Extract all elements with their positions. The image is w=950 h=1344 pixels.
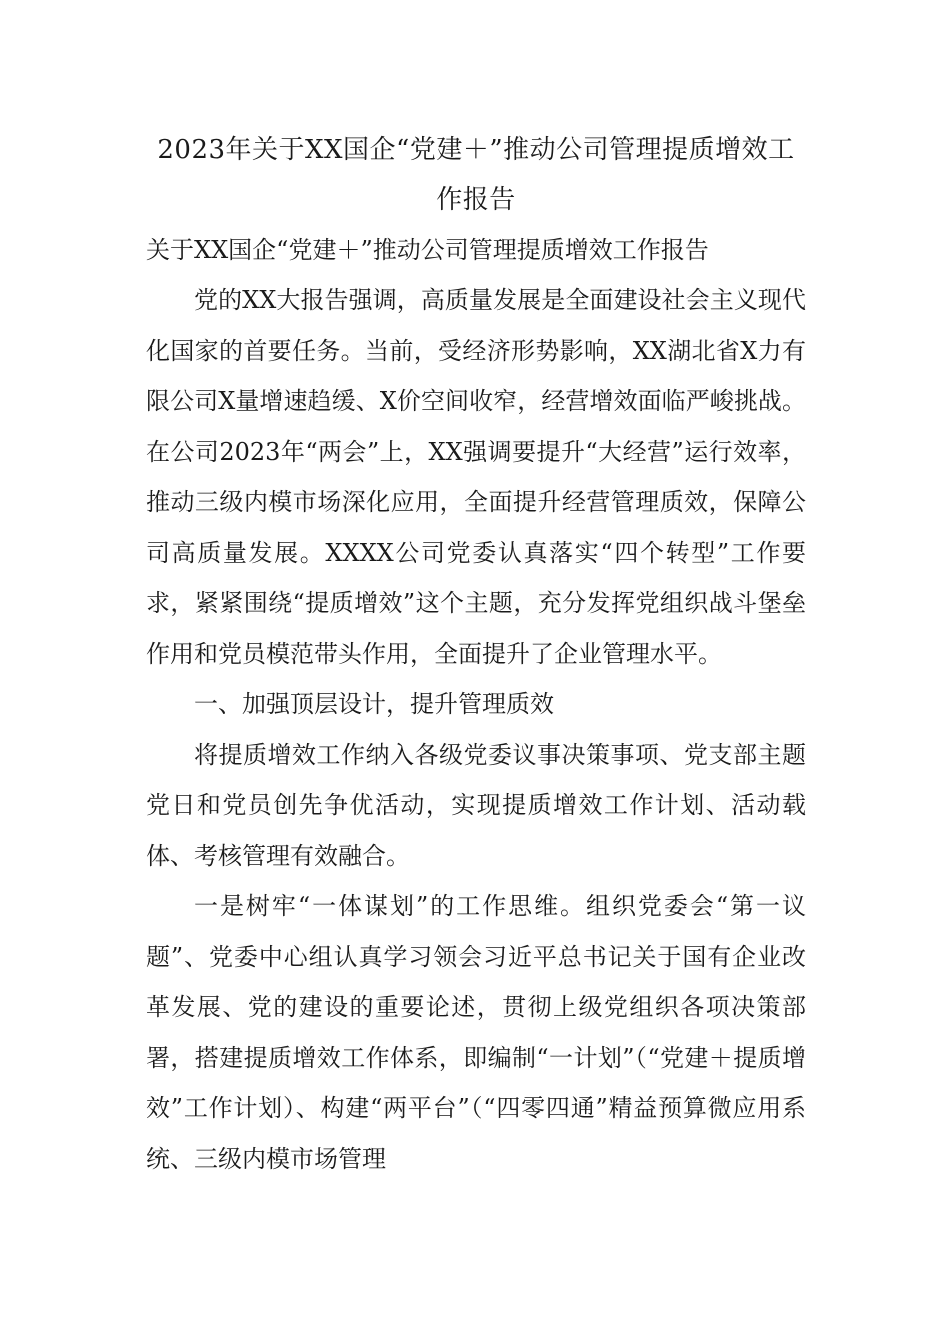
title-line-1: 2023年关于XX国企“党建＋”推动公司管理提质增效工	[157, 135, 795, 165]
section-heading-1: 一、加强顶层设计，提升管理质效	[194, 690, 554, 718]
document-title	[146, 125, 806, 225]
document-subtitle: 关于XX国企“党建＋”推动公司管理提质增效工作报告	[146, 236, 709, 264]
paragraph-point-1: 一是树牢“一体谋划”的工作思维。组织党委会“第一议题”、党委中心组认真学习领会习近平总书记关于国有企业改革发展、党的建设的重要论述，贯彻上级党组织各项决策部署，搭建提质增效工作体系，即编制“一计划”（“党建＋提质增效”工作计划）、构建“两平台”（“四零四通”精益预算微应用系统、三级内模市场管理	[146, 892, 806, 1173]
paragraph-section-1-summary: 将提质增效工作纳入各级党委议事决策事项、党支部主题党日和党员创先争优活动，实现提质增效工作计划、活动载体、考核管理有效融合。	[146, 740, 806, 870]
paragraph-intro: 党的XX大报告强调，高质量发展是全面建设社会主义现代化国家的首要任务。当前，受经济形势影响，XX湖北省X力有限公司X量增速趋缓、X价空间收窄，经营增效面临严峻挑战。在公司2023年“两会”上，XX强调要提升“大经营”运行效率，推动三级内模市场深化应用，全面提升经营管理质效，保障公司高质量发展。XXXX公司党委认真落实“四个转型”工作要求，紧紧围绕“提质增效”这个主题，充分发挥党组织战斗堡垒作用和党员模范带头作用，全面提升了企业管理水平。	[146, 286, 806, 668]
document-page	[146, 125, 806, 1184]
title-line-2: 作报告	[436, 185, 516, 215]
